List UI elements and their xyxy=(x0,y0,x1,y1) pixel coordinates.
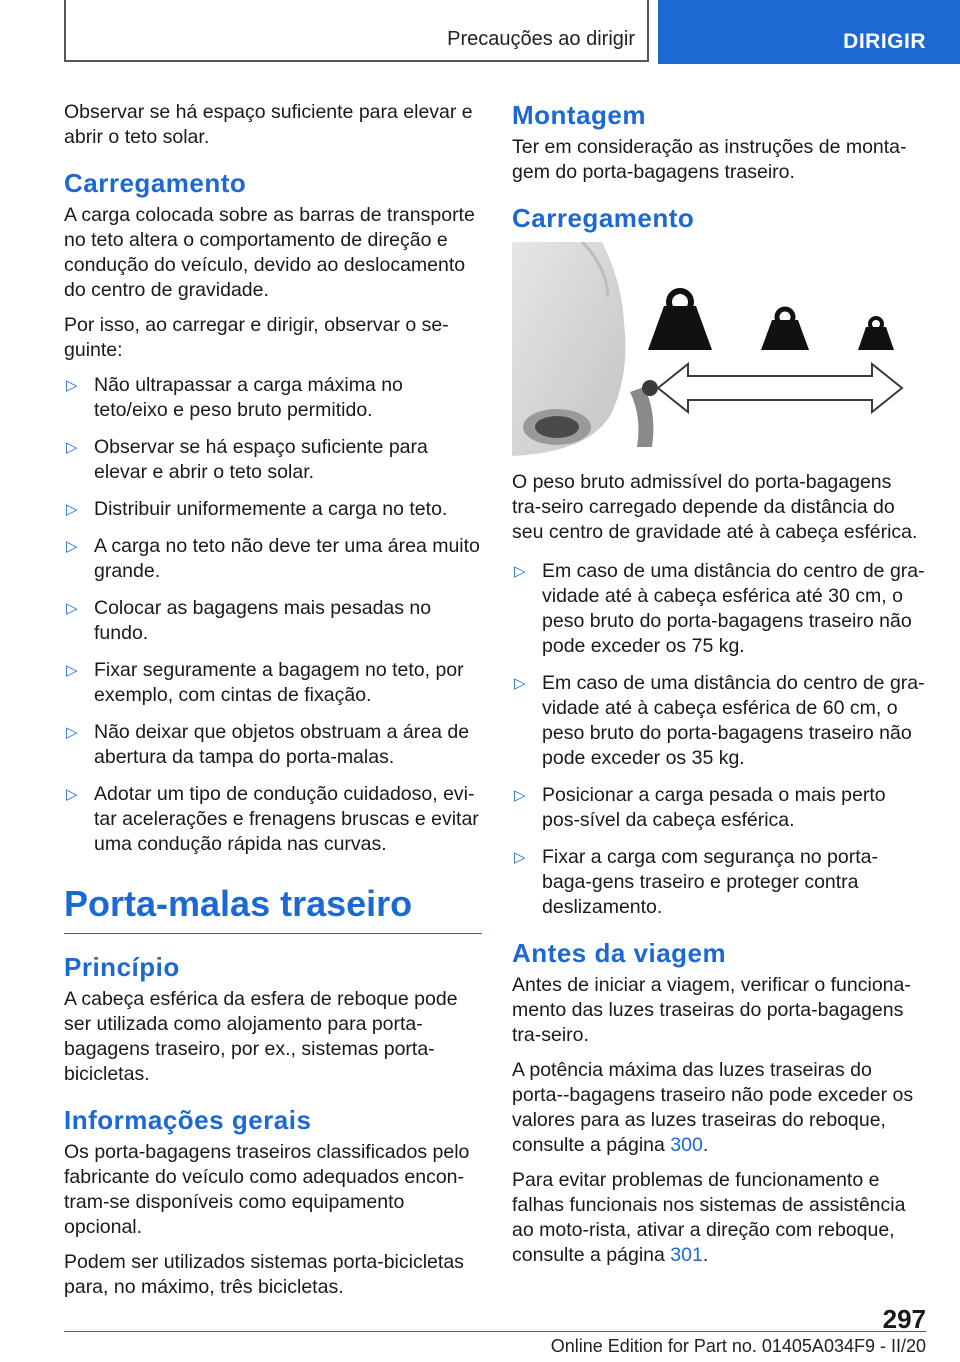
double-arrow-icon xyxy=(658,364,902,412)
triangle-bullet-icon: ▷ xyxy=(66,600,78,617)
triangle-bullet-icon: ▷ xyxy=(514,675,526,692)
page-header xyxy=(64,0,960,64)
list-item: ▷ Não deixar que objetos obstruam a área de abertura da tampa do porta-malas. xyxy=(66,721,470,768)
tow-bar-weights-figure xyxy=(512,242,912,456)
triangle-bullet-icon: ▷ xyxy=(66,538,78,555)
antes-heading: Antes da viagem xyxy=(512,938,727,968)
figure-paragraph: O peso bruto admissível do porta-bagagens tra-seiro carregado depende da distância do seu centro de gravidade até à cabeça esférica. xyxy=(512,471,918,543)
roof-load-list xyxy=(64,373,482,857)
carregamento-paragraph-1: A carga colocada sobre as barras de transporte no teto altera o comportamento de direção e condução do veículo, devido ao deslocamento do centro de gravidade. xyxy=(64,204,475,301)
exhaust-opening xyxy=(535,416,579,438)
list-item: ▷ Colocar as bagagens mais pesadas no fundo. xyxy=(66,597,432,644)
tow-bar-neck xyxy=(630,387,653,447)
list-item: ▷ Não ultrapassar a carga máxima no teto/eixo e peso bruto permitido. xyxy=(66,374,403,421)
load-distance-illustration xyxy=(512,242,912,456)
section-title: Precauções ao dirigir xyxy=(447,28,635,50)
triangle-bullet-icon: ▷ xyxy=(66,786,78,803)
footer-divider xyxy=(64,1331,926,1332)
list-item: ▷ Em caso de uma distância do centro de gra-vidade até à cabeça esférica de 60 cm, o peso bruto do porta-bagagens traseiro não pode exceder os 35 kg. xyxy=(514,672,925,769)
chapter-title: DIRIGIR xyxy=(843,30,926,53)
carregamento-paragraph-2: Por isso, ao carregar e dirigir, observar o se-guinte: xyxy=(64,314,449,361)
intro-paragraph: Observar se há espaço suficiente para elevar e abrir o teto solar. xyxy=(64,101,473,148)
page-link-301[interactable]: 301 xyxy=(670,1244,703,1266)
list-item: ▷ Posicionar a carga pesada o mais perto pos-sível da cabeça esférica. xyxy=(514,784,886,831)
right-column xyxy=(512,100,926,1278)
triangle-bullet-icon: ▷ xyxy=(514,849,526,866)
carregamento-heading: Carregamento xyxy=(64,168,247,198)
info-paragraph-2: Podem ser utilizados sistemas porta-bicicletas para, no máximo, três bicicletas. xyxy=(64,1251,464,1298)
antes-paragraph-1: Antes de iniciar a viagem, verificar o funciona-mento das luzes traseiras do porta-bagagens tra-seiro. xyxy=(512,974,911,1046)
triangle-bullet-icon: ▷ xyxy=(66,439,78,456)
montagem-heading: Montagem xyxy=(512,100,646,130)
list-item: ▷ Adotar um tipo de condução cuidadoso, evi-tar acelerações e frenagens bruscas e evitar uma condução rápida nas curvas. xyxy=(66,783,479,855)
small-weight-icon xyxy=(858,318,894,350)
porta-malas-section-title: Porta-malas traseiro xyxy=(64,883,482,934)
list-item: ▷ Em caso de uma distância do centro de gra-vidade até à cabeça esférica até 30 cm, o peso bruto do porta-bagagens traseiro não pode exceder os 75 kg. xyxy=(514,560,925,657)
large-weight-icon xyxy=(648,291,712,350)
edition-footer: Online Edition for Part no. 01405A034F9 - II/20 xyxy=(550,1336,926,1356)
triangle-bullet-icon: ▷ xyxy=(66,662,78,679)
list-item: ▷ Fixar a carga com segurança no porta-baga-gens traseiro e proteger contra deslizamento. xyxy=(514,846,878,918)
page-number: 297 xyxy=(882,1304,926,1334)
carregamento-heading-right: Carregamento xyxy=(512,203,695,233)
info-paragraph-1: Os porta-bagagens traseiros classificados pelo fabricante do veículo como adequados encon-tram-se disponíveis como equipamento opcional. xyxy=(64,1141,470,1238)
principio-paragraph: A cabeça esférica da esfera de reboque pode ser utilizada como alojamento para porta-bagagens traseiro, por ex., sistemas porta-bicicletas. xyxy=(64,988,458,1085)
section-tab xyxy=(64,0,649,62)
left-column xyxy=(64,100,482,1310)
triangle-bullet-icon: ▷ xyxy=(514,787,526,804)
info-heading: Informações gerais xyxy=(64,1105,312,1135)
page-link-300[interactable]: 300 xyxy=(670,1134,703,1156)
montagem-paragraph: Ter em consideração as instruções de monta-gem do porta-bagagens traseiro. xyxy=(512,136,907,183)
list-item: ▷ A carga no teto não deve ter uma área muito grande. xyxy=(66,535,480,582)
list-item: ▷ Fixar seguramente a bagagem no teto, por exemplo, com cintas de fixação. xyxy=(66,659,464,706)
antes-paragraph-2: A potência máxima das luzes traseiras do porta--bagagens traseiro não pode exceder os valores para as luzes traseiras do reboque, consulte a página 300. xyxy=(512,1059,914,1156)
tow-load-list xyxy=(512,559,926,920)
triangle-bullet-icon: ▷ xyxy=(66,501,78,518)
triangle-bullet-icon: ▷ xyxy=(66,377,78,394)
medium-weight-icon xyxy=(761,309,809,350)
triangle-bullet-icon: ▷ xyxy=(66,724,78,741)
triangle-bullet-icon: ▷ xyxy=(514,563,526,580)
list-item: ▷ Observar se há espaço suficiente para elevar e abrir o teto solar. xyxy=(66,436,428,483)
list-item: ▷ Distribuir uniformemente a carga no teto. xyxy=(66,498,448,520)
principio-heading: Princípio xyxy=(64,952,180,982)
tow-ball-icon xyxy=(642,380,658,396)
chapter-tab[interactable] xyxy=(658,0,960,64)
antes-paragraph-3: Para evitar problemas de funcionamento e falhas funcionais nos sistemas de assistência ao moto-rista, ativar a direção com reboque, consulte a página 301. xyxy=(512,1169,906,1266)
